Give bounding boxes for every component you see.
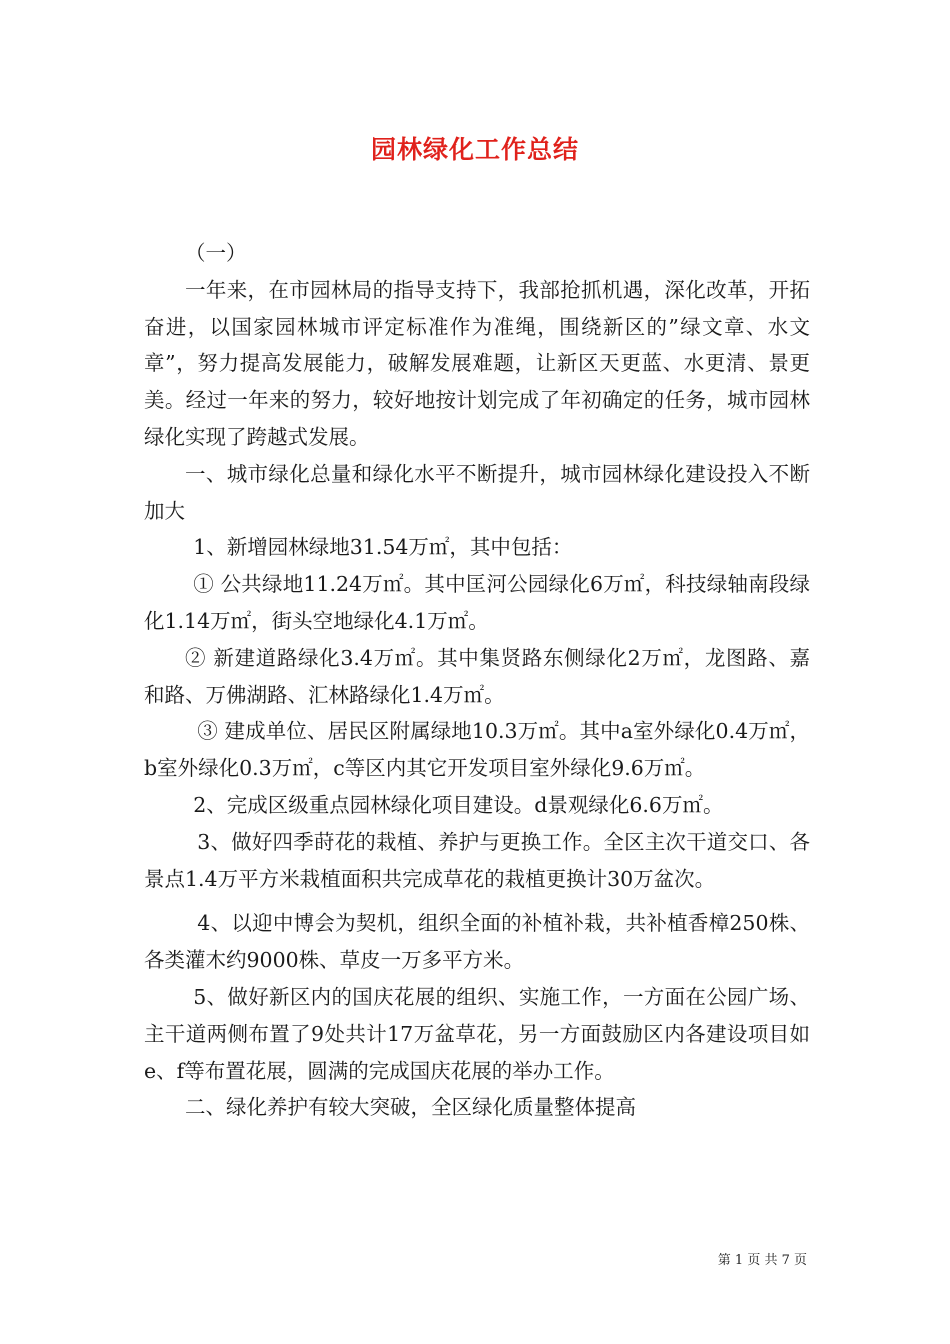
list-item-5: 5、做好新区内的国庆花展的组织、实施工作，一方面在公园广场、主干道两侧布置了9处共计17万盆草花，另一方面鼓励区内各建设项目如e、f等布置花展，圆满的完成国庆花展的举办工作。 [144, 984, 810, 1083]
section-heading-1: 一、城市绿化总量和绿化水平不断提升，城市园林绿化建设投入不断加大 [144, 461, 810, 523]
list-item-3: 3、做好四季莳花的栽植、养护与更换工作。全区主次干道交口、各景点1.4万平方米栽植面积共完成草花的栽植更换计30万盆次。 [144, 829, 810, 891]
list-item-1: 1、新增园林绿地31.54万㎡，其中包括： [193, 535, 573, 560]
page-number: 第 1 页 共 7 页 [717, 1253, 807, 1268]
list-item-4: 4、以迎中博会为契机，组织全面的补植补栽，共补植香樟250株、各类灌木约9000株、草皮一万多平方米。 [144, 911, 810, 973]
sub-item-1: ① 公共绿地11.24万㎡。其中匡河公园绿化6万㎡，科技绿轴南段绿化1.14万㎡，街头空地绿化4.1万㎡。 [144, 572, 810, 633]
sub-item-2: ② 新建道路绿化3.4万㎡。其中集贤路东侧绿化2万㎡，龙图路、嘉和路、万佛湖路、汇林路绿化1.4万㎡。 [144, 645, 810, 707]
intro-paragraph: 一年来，在市园林局的指导支持下，我部抢抓机遇，深化改革，开拓奋进，以国家园林城市评定标准作为准绳，围绕新区的”绿文章、水文章”，努力提高发展能力，破解发展难题，让新区天更蓝、水更清、景更美。经过一年来的努力，较好地按计划完成了年初确定的任务，城市园林绿化实现了跨越式发展。 [144, 277, 810, 449]
page-title: 园林绿化工作总结 [370, 135, 579, 164]
sub-item-3: ③ 建成单位、居民区附属绿地10.3万㎡。其中a室外绿化0.4万㎡，b室外绿化0.3万㎡，c等区内其它开发项目室外绿化9.6万㎡。 [144, 719, 810, 781]
list-item-2: 2、完成区级重点园林绿化项目建设。d景观绿化6.6万㎡。 [193, 792, 724, 817]
document-body [144, 235, 810, 1126]
section-marker: （一） [185, 241, 247, 265]
section-heading-2: 二、绿化养护有较大突破，全区绿化质量整体提高 [185, 1095, 636, 1120]
